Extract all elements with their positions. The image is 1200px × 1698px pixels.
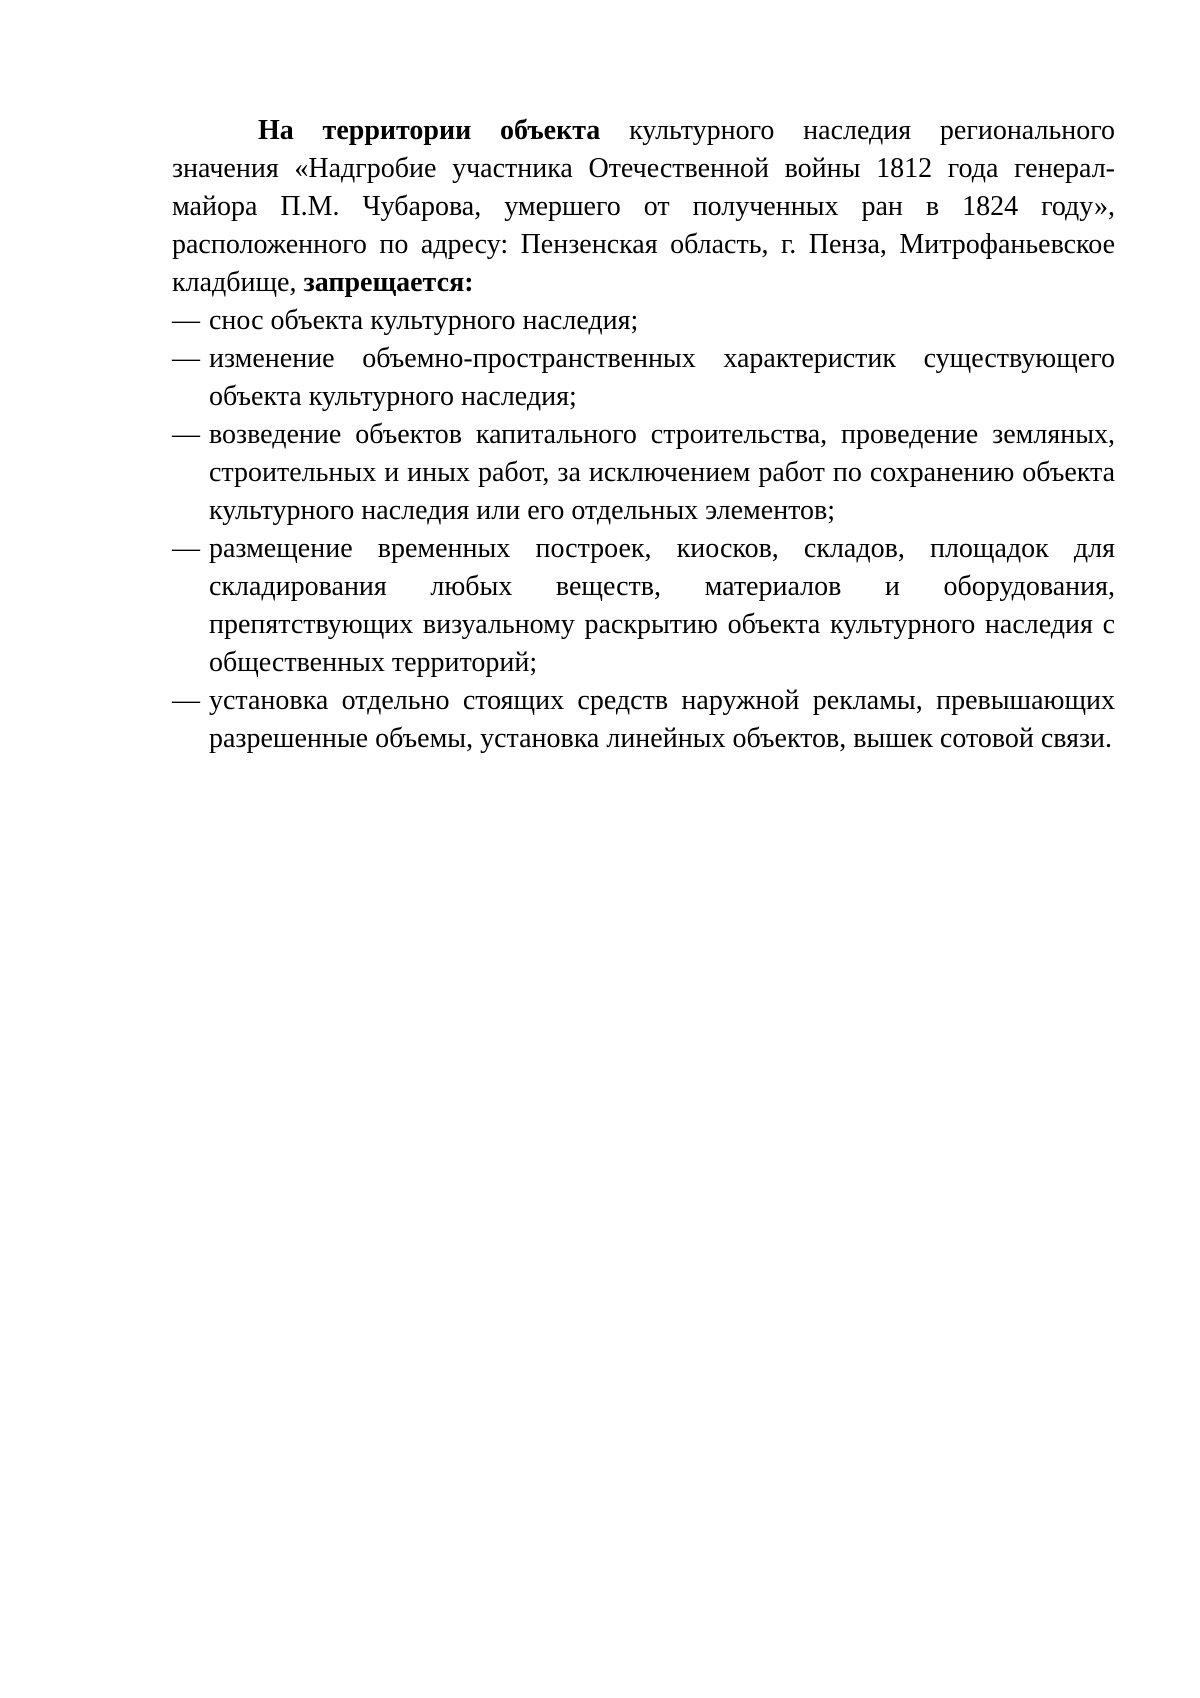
prohibition-item <box>172 416 1115 530</box>
dash-bullet: — <box>172 305 200 336</box>
prohibitions-list <box>172 302 1115 758</box>
intro-body-text: культурного наследия регионального значения «Надгробие участника Отечественной войны 1812 года генерал-майора П.М. Чубарова, умершего от полученных ран в 1824 году», расположенного по адресу: Пензенская область, г. Пенза, Митрофаньевское кладбище, <box>172 115 1115 298</box>
prohibition-text: возведение объектов капитального строительства, проведение земляных, строительных и иных работ, за исключением работ по сохранению объекта культурного наследия или его отдельных элементов; <box>209 419 1115 526</box>
dash-bullet: — <box>172 533 200 564</box>
intro-paragraph <box>172 112 1115 302</box>
prohibition-item <box>172 530 1115 682</box>
prohibition-text: изменение объемно-пространственных характеристик существующего объекта культурного наследия; <box>209 343 1115 412</box>
dash-bullet: — <box>172 419 200 450</box>
prohibition-item <box>172 302 1115 340</box>
document-body <box>172 112 1115 758</box>
prohibition-item <box>172 340 1115 416</box>
prohibition-item <box>172 682 1115 758</box>
dash-bullet: — <box>172 343 200 374</box>
prohibition-text: установка отдельно стоящих средств наружной рекламы, превышающих разрешенные объемы, установка линейных объектов, вышек сотовой связи. <box>209 685 1115 754</box>
dash-bullet: — <box>172 685 200 716</box>
prohibition-text: снос объекта культурного наследия; <box>209 305 639 336</box>
prohibition-text: размещение временных построек, киосков, складов, площадок для складирования любых веществ, материалов и оборудования, препятствующих визуальному раскрытию объекта культурного наследия с общественных территорий; <box>209 533 1115 678</box>
intro-lead-bold: На территории объекта <box>258 115 601 146</box>
intro-prohibited-heading: запрещается: <box>303 267 474 298</box>
